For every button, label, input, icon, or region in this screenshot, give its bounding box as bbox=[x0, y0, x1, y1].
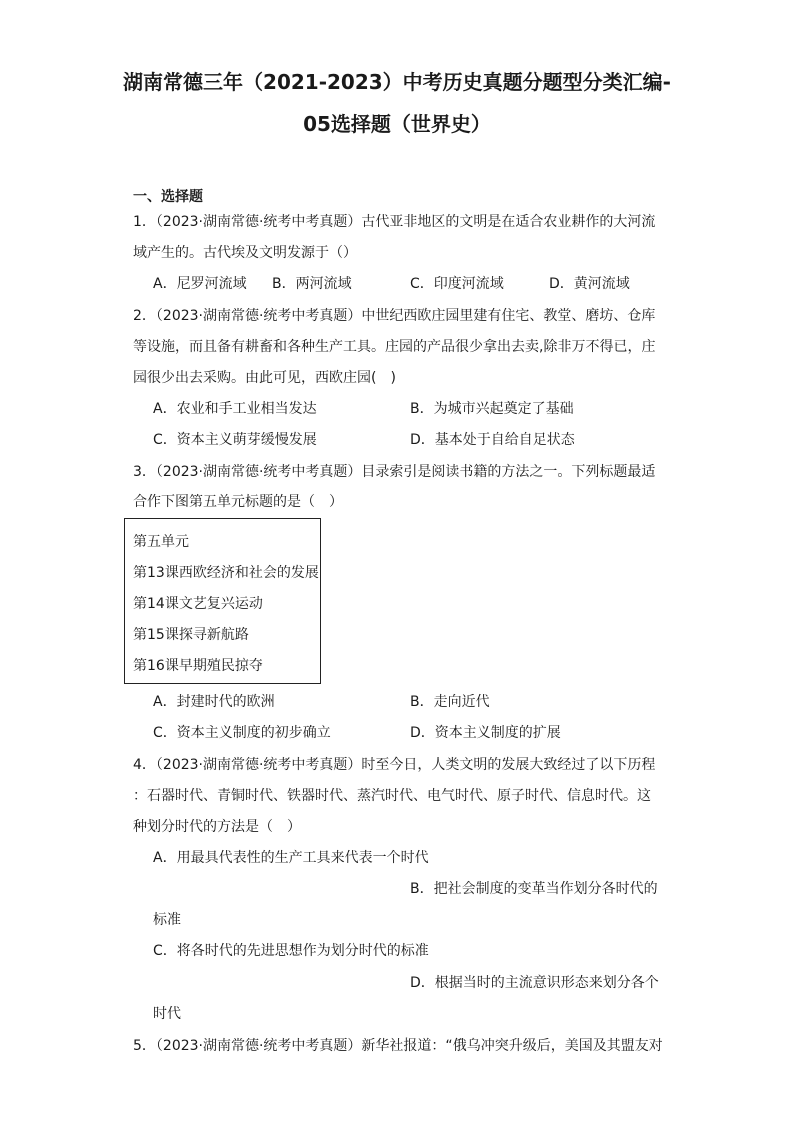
question-4-option-d-line-1: D．根据当时的主流意识形态来划分各个 bbox=[410, 975, 659, 991]
toc-lesson-16: 第16课早期殖民掠夺 bbox=[133, 658, 263, 674]
toc-lesson-13: 第13课西欧经济和社会的发展 bbox=[133, 565, 319, 581]
question-1-option-c: C．印度河流域 bbox=[410, 276, 504, 292]
toc-lesson-15: 第15课探寻新航路 bbox=[133, 627, 249, 643]
question-1-stem-line-1: 1．（2023·湖南常德·统考中考真题）古代亚非地区的文明是在适合农业耕作的大河流 bbox=[133, 214, 656, 230]
question-2-stem-line-1: 2．（2023·湖南常德·统考中考真题）中世纪西欧庄园里建有住宅、教堂、磨坊、仓库 bbox=[133, 308, 656, 324]
question-2-stem-line-2: 等设施，而且备有耕畜和各种生产工具。庄园的产品很少拿出去卖,除非万不得已，庄 bbox=[133, 339, 656, 355]
question-3-stem-line-1: 3．（2023·湖南常德·统考中考真题）目录索引是阅读书籍的方法之一。下列标题最适 bbox=[133, 464, 656, 480]
question-2-option-d: D．基本处于自给自足状态 bbox=[410, 432, 575, 448]
question-4-option-b-line-1: B．把社会制度的变革当作划分各时代的 bbox=[410, 881, 658, 897]
toc-lesson-14: 第14课文艺复兴运动 bbox=[133, 596, 263, 612]
toc-unit-heading: 第五单元 bbox=[133, 534, 189, 550]
question-3-stem-line-2: 合作下图第五单元标题的是（ ） bbox=[133, 494, 343, 510]
section-heading: 一、选择题 bbox=[133, 189, 203, 205]
question-4-stem-line-1: 4．（2023·湖南常德·统考中考真题）时至今日，人类文明的发展大致经过了以下历程 bbox=[133, 757, 656, 773]
question-5-stem-line-1: 5．（2023·湖南常德·统考中考真题）新华社报道：“俄乌冲突升级后，美国及其盟友对 bbox=[133, 1038, 663, 1054]
question-2-option-b: B．为城市兴起奠定了基础 bbox=[410, 401, 574, 417]
question-1-stem-line-2: 域产生的。古代埃及文明发源于（） bbox=[133, 245, 357, 261]
question-4-option-c: C．将各时代的先进思想作为划分时代的标准 bbox=[153, 943, 429, 959]
question-1-option-a: A．尼罗河流域 bbox=[153, 276, 247, 292]
question-3-option-c: C．资本主义制度的初步确立 bbox=[153, 725, 331, 741]
question-2-option-a: A．农业和手工业相当发达 bbox=[153, 401, 317, 417]
question-2-option-c: C．资本主义萌芽缓慢发展 bbox=[153, 432, 317, 448]
question-3-option-a: A．封建时代的欧洲 bbox=[153, 694, 275, 710]
document-title-line-2: 05选择题（世界史） bbox=[303, 112, 491, 136]
question-4-stem-line-3: 种划分时代的方法是（ ） bbox=[133, 819, 301, 835]
question-2-stem-line-3: 园很少出去采购。由此可见，西欧庄园( ) bbox=[133, 370, 396, 386]
question-1-option-b: B．两河流域 bbox=[272, 276, 352, 292]
question-4-stem-line-2: ：石器时代、青铜时代、铁器时代、蒸汽时代、电气时代、原子时代、信息时代。这 bbox=[133, 788, 651, 804]
question-3-option-d: D．资本主义制度的扩展 bbox=[410, 725, 561, 741]
question-4-option-d-line-2: 时代 bbox=[153, 1006, 181, 1022]
table-of-contents-box bbox=[124, 518, 321, 684]
question-4-option-a: A．用最具代表性的生产工具来代表一个时代 bbox=[153, 850, 429, 866]
question-4-option-b-line-2: 标准 bbox=[153, 912, 181, 928]
question-3-option-b: B．走向近代 bbox=[410, 694, 490, 710]
question-1-option-d: D．黄河流域 bbox=[549, 276, 630, 292]
document-title-line-1: 湖南常德三年（2021-2023）中考历史真题分题型分类汇编- bbox=[123, 70, 671, 94]
